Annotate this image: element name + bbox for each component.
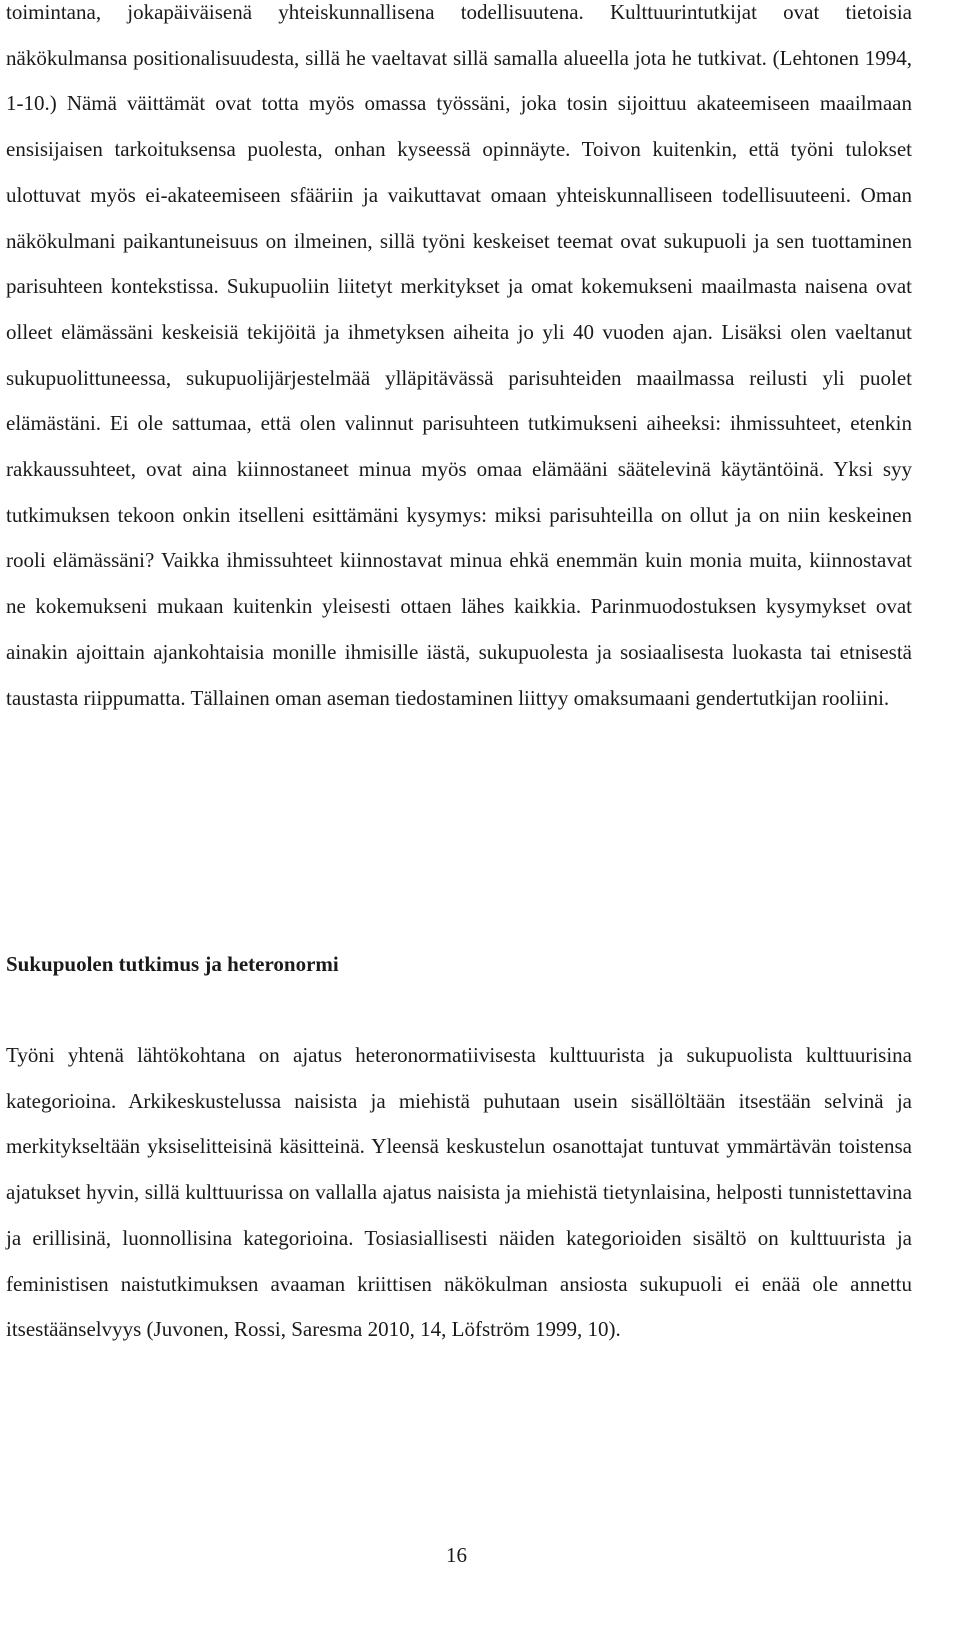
body-paragraph: Työni yhtenä lähtökohtana on ajatus heteronormatiivisesta kulttuurista ja sukupuolista kulttuurisina kategorioina. Arkikeskustelussa naisista ja miehistä puhutaan usein sisällöltään itsestään selvinä ja merkitykseltään yksiselitteisinä käsitteinä. Yleensä keskustelun osanottajat tuntuvat ymmärtävän toistensa ajatukset hyvin, sillä kulttuurissa on vallalla ajatus naisista ja miehistä tietynlaisina, helposti tunnistettavina ja erillisinä, luonnollisina kategorioina. Tosiasiallisesti näiden kategorioiden sisältö on kulttuurista ja feministisen naistutkimuksen avaaman kriittisen näkökulman ansiosta sukupuoli ei enää ole annettu itsestäänselvyys (Juvonen, Rossi, Saresma 2010, 14, Löfström 1999, 10).: [6, 1043, 912, 1342]
page-number: 16: [446, 1543, 467, 1567]
body-paragraph: toimintana, jokapäiväisenä yhteiskunnallisena todellisuutena. Kulttuurintutkijat ovat tietoisia näkökulmansa positionalisuudesta, sillä he vaeltavat sillä samalla alueella jota he tutkivat. (Lehtonen 1994, 1-10.) Nämä väittämät ovat totta myös omassa työssäni, joka tosin sijoittuu akateemiseen maailmaan ensisijaisen tarkoituksensa puolesta, onhan kyseessä opinnäyte. Toivon kuitenkin, että työni tulokset ulottuvat myös ei-akateemiseen sfääriin ja vaikuttavat omaan yhteiskunnalliseen todellisuuteeni. Oman näkökulmani paikantuneisuus on ilmeinen, sillä työni keskeiset teemat ovat sukupuoli ja sen tuottaminen parisuhteen kontekstissa. Sukupuoliin liitetyt merkitykset ja omat kokemukseni maailmasta naisena ovat olleet elämässäni keskeisiä tekijöitä ja ihmetyksen aiheita jo yli 40 vuoden ajan. Lisäksi olen vaeltanut sukupuolittuneessa, sukupuolijärjestelmää ylläpitävässä parisuhteiden maailmassa reilusti yli puolet elämästäni. Ei ole sattumaa, että olen valinnut parisuhteen tutkimukseni aiheeksi: ihmissuhteet, etenkin rakkaussuhteet, ovat aina kiinnostaneet minua myös omaa elämääni säätelevinä käytäntöinä. Yksi syy tutkimuksen tekoon onkin itselleni esittämäni kysymys: miksi parisuhteilla on ollut ja on niin keskeinen rooli elämässäni? Vaikka ihmissuhteet kiinnostavat minua ehkä enemmän kuin monia muita, kiinnostavat ne kokemukseni mukaan kuitenkin yleisesti ottaen lähes kaikkia. Parinmuodostuksen kysymykset ovat ainakin ajoittain ajankohtaisia monille ihmisille iästä, sukupuolesta ja sosiaalisesta luokasta tai etnisestä taustasta riippumatta. Tällainen oman aseman tiedostaminen liittyy omaksumaani gendertutkijan rooliini.: [6, 0, 912, 710]
section-heading: Sukupuolen tutkimus ja heteronormi: [6, 952, 339, 976]
